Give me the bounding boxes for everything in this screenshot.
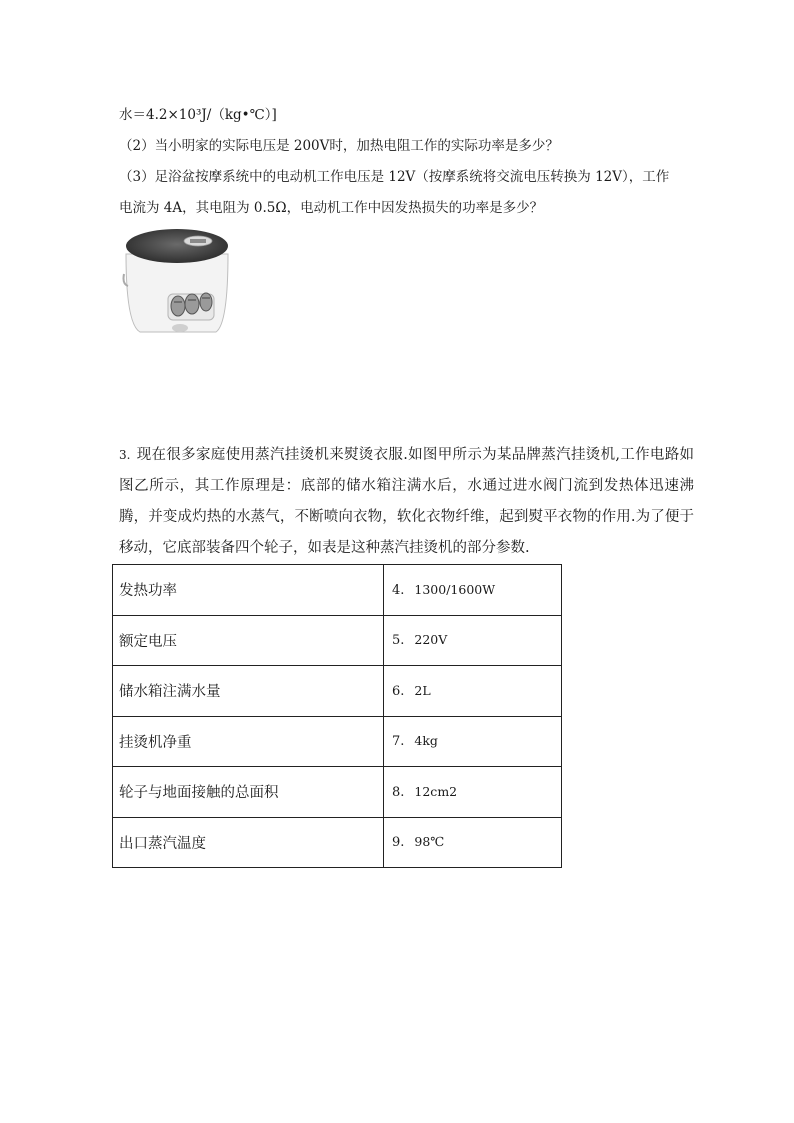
parameter-table xyxy=(112,564,562,868)
parameter-value: 220V xyxy=(414,632,448,648)
parameter-value-cell xyxy=(384,666,562,717)
question-3-paragraph xyxy=(119,440,694,564)
parameter-name: 挂烫机净重 xyxy=(113,716,384,767)
list-number: 8. xyxy=(392,784,405,800)
parameter-name: 额定电压 xyxy=(113,615,384,666)
list-number: 6. xyxy=(392,683,405,699)
table-row xyxy=(113,716,562,767)
table-row xyxy=(113,817,562,868)
question-3-number: 3. xyxy=(119,448,131,462)
parameter-value: 98℃ xyxy=(414,834,445,850)
parameter-name: 轮子与地面接触的总面积 xyxy=(113,767,384,818)
question-3-text: 现在很多家庭使用蒸汽挂烫机来熨烫衣服.如图甲所示为某品牌蒸汽挂烫机,工作电路如图乙所示，其工作原理是：底部的储水箱注满水后，水通过进水阀门流到发热体迅速沸腾，并变成灼热的水蒸气，不断喷向衣物，软化衣物纤维，起到熨平衣物的作用.为了便于移动，它底部装备四个轮子，如表是这种蒸汽挂烫机的部分参数. xyxy=(119,447,694,556)
parameter-value-cell xyxy=(384,615,562,666)
parameter-value-cell xyxy=(384,767,562,818)
table-row xyxy=(113,666,562,717)
parameter-value: 2L xyxy=(414,682,431,698)
parameter-value: 4kg xyxy=(414,733,438,749)
parameter-value-cell xyxy=(384,817,562,868)
parameter-value-cell xyxy=(384,716,562,767)
list-number: 9. xyxy=(392,835,405,851)
parameter-name: 储水箱注满水量 xyxy=(113,666,384,717)
question-3-part-a: （3）足浴盆按摩系统中的电动机工作电压是 12V（按摩系统将交流电压转换为 12V），工作 xyxy=(119,169,670,185)
parameter-value-cell xyxy=(384,565,562,616)
parameter-value: 12cm2 xyxy=(414,783,458,799)
parameter-name: 发热功率 xyxy=(113,565,384,616)
question-3-part-b: 电流为 4A，其电阻为 0.5Ω，电动机工作中因发热损失的功率是多少？ xyxy=(119,200,544,216)
list-number: 5. xyxy=(392,633,405,649)
table-row xyxy=(113,615,562,666)
formula-line: 水＝4.2×10³J/（kg•℃）] xyxy=(119,107,277,123)
question-2: （2）当小明家的实际电压是 200V时，加热电阻工作的实际功率是多少？ xyxy=(119,138,559,154)
table-row xyxy=(113,767,562,818)
table-row xyxy=(113,565,562,616)
list-number: 7. xyxy=(392,734,405,750)
parameter-name: 出口蒸汽温度 xyxy=(113,817,384,868)
foot-bath-image xyxy=(120,224,232,344)
parameter-value: 1300/1600W xyxy=(414,581,496,597)
list-number: 4. xyxy=(392,582,405,598)
